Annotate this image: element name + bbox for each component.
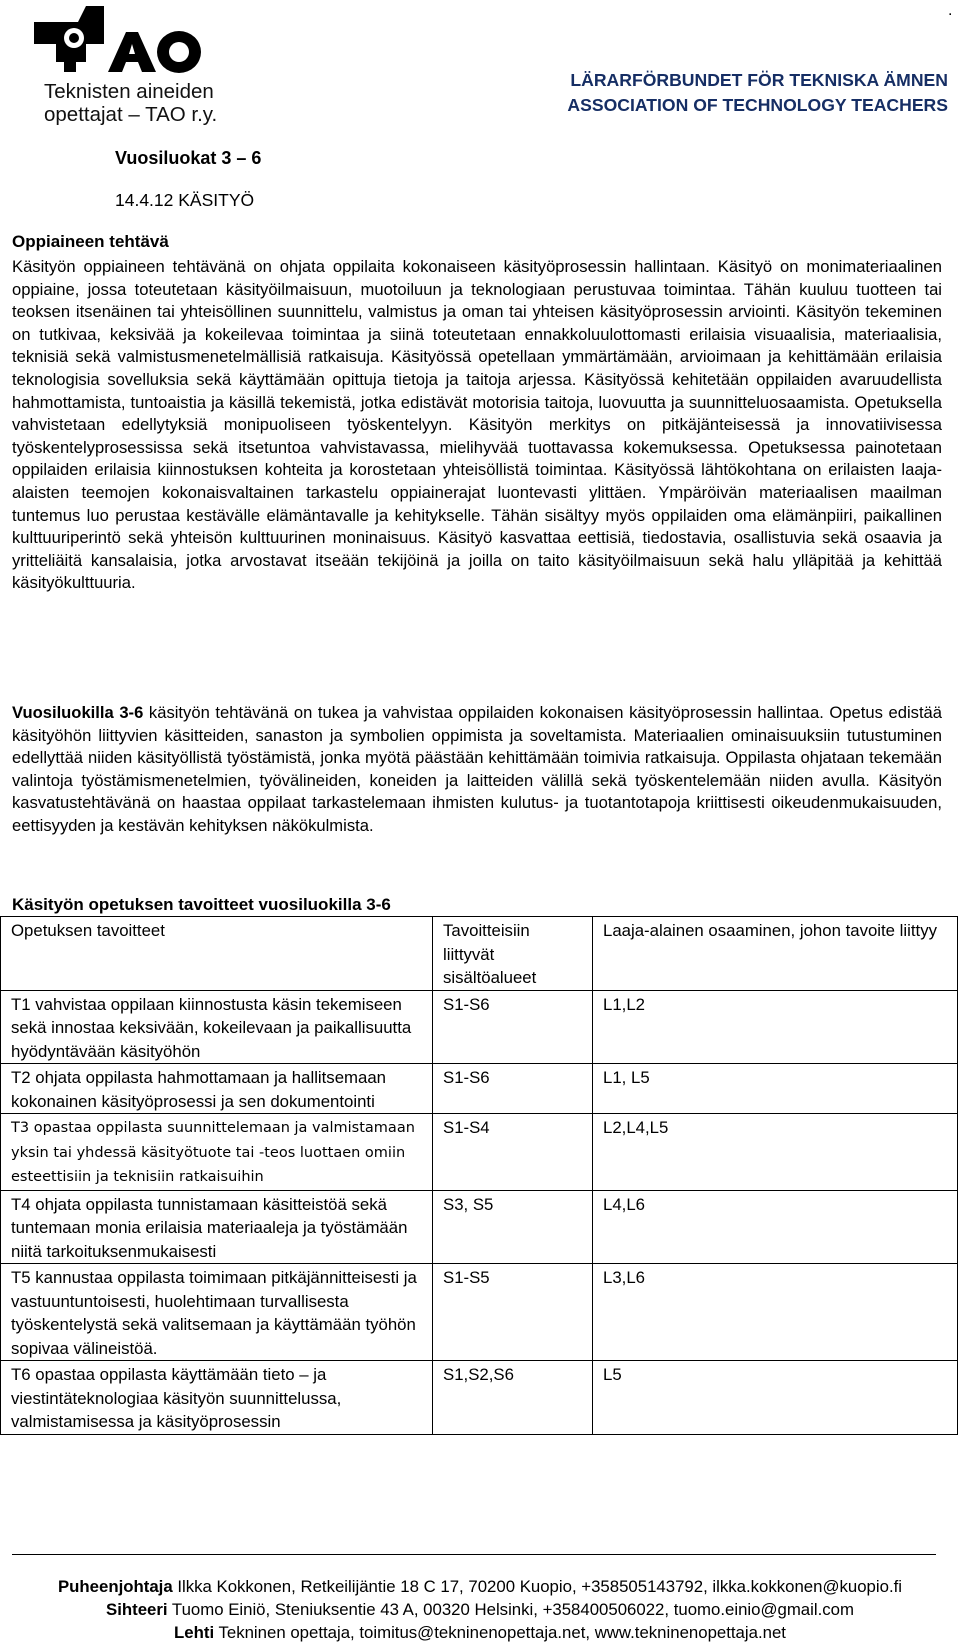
content-cell: S3, S5 [433,1190,593,1264]
goal-cell: T4 ohjata oppilasta tunnistamaan käsitteistöä sekä tuntemaan monia erilaisia materiaaleja ja työstämään niitä tarkoituksenmukaisesti [1,1190,433,1264]
logo-subtitle-line2: opettajat – TAO r.y. [44,103,218,126]
grade-range: Vuosiluokat 3 – 6 [115,148,262,168]
table-row [1,1190,958,1264]
goal-cell: T3 opastaa oppilasta suunnittelemaan ja valmistamaan yksin tai yhdessä käsityötuote tai -teos luottaen omiin esteettisiin ja teknisiin ratkaisuihin [1,1114,433,1191]
logo-subtitle [44,80,244,126]
footer-magazine-label: Lehti [174,1623,215,1642]
table-row [1,1361,958,1435]
header-content-areas: Tavoitteisiin liittyvät sisältöalueet [433,917,593,991]
footer-secretary-text: Tuomo Einiö, Steniuksentie 43 A, 00320 Helsinki, +358400506022, tuomo.einio@gmail.com [167,1600,854,1619]
section-title: 14.4.12 KÄSITYÖ [115,190,255,210]
table-row [1,990,958,1064]
goal-cell: T6 opastaa oppilasta käyttämään tieto – ja viestintäteknologiaa käsityön suunnittelussa, valmistamisessa ja käsityöprosessin [1,1361,433,1435]
org-name-english: ASSOCIATION OF TECHNOLOGY TEACHERS [567,95,948,115]
footer-magazine-text: Tekninen opettaja, toimitus@tekninenopettaja.net, www.tekninenopettaja.net [214,1623,786,1642]
logo-subtitle-line1: Teknisten aineiden [44,80,214,103]
table-row [1,1264,958,1361]
content-cell: S1-S6 [433,1064,593,1114]
footer-secretary [0,1600,960,1620]
competence-cell: L3,L6 [593,1264,958,1361]
tao-logo [34,4,224,126]
grades-paragraph [12,702,942,838]
tao-logo-graphic [34,4,204,80]
competence-cell: L5 [593,1361,958,1435]
header-goals: Opetuksen tavoitteet [1,917,433,991]
subject-task-paragraph: Käsityön oppiaineen tehtävänä on ohjata oppilaita kokonaiseen käsityöprosessin hallintaan. Käsityö on monimateriaalinen oppiaine, jossa toteutetaan käsityöilmaisuun, muotoiluun ja teknologiaan perustuvaa toimintaa. Tähän kuuluu tuotteen tai teoksen itsenäinen tai yhteisöllinen suunnittelu, valmistus ja oman tai yhteisen käsityöprosessin arviointi. Käsityön tekeminen on tutkivaa, keksivää ja kokeilevaa toimintaa ja siinä toteutetaan ennakkoluulottomasti erilaisia visuaalisia, materiaalisia, teknisiä sekä valmistusmenetelmällisiä ratkaisuja. Käsityössä opetellaan ymmärtämään, arvioimaan ja kehittämään erilaisia teknologisia sovelluksia sekä käyttämään opittuja tietoja ja taitoja arjessa. Käsityössä kehitetään oppilaiden avaruudellista hahmottamista, tuntoaistia ja käsillä tekemistä, jotka edistävät motorisia taitoja, luovuutta ja suunnitteluosaamista. Opetuksella vahvistetaan edellytyksiä monipuoliseen työskentelyyn. Käsityön merkitys on pitkäjänteisessä ja innovatiivisessa työskentelyprosessissa sekä itsetuntoa vahvistavassa, mielihyvää tuottavassa kokemuksessa. Opetuksessa painotetaan oppilaiden erilaisia kiinnostuksen kohteita ja korostetaan yhteisöllistä toimintaa. Käsityössä lähtökohtana on erilaisten laaja-alaisten teemojen kokonaisvaltainen tarkastelu oppiainerajat luontevasti ylittäen. Ympäröivän materiaalisen maailman tuntemus luo perustaa kestävälle elämäntavalle ja kehitykselle. Tähän sisältyy myös oppilaiden oma elämänpiiri, paikallinen kulttuuriperintö sekä yhteisön kulttuurinen moninaisuus. Käsityö kasvattaa eettisiä, tiedostavia, osallistuvia sekä osaavia ja yritteliäitä kansalaisia, jotka arvostavat itseään tekijöinä ja joilla on taito käsityöilmaisuun sekä halu ylläpitää ja kehittää käsityökulttuuria. [12,257,942,593]
table-header-row [1,917,958,991]
header-competence: Laaja-alainen osaaminen, johon tavoite liittyy [593,917,958,991]
footer-chair [0,1577,960,1597]
org-name-swedish: LÄRARFÖRBUNDET FÖR TEKNISKA ÄMNEN [570,70,948,90]
goals-table-title: Käsityön opetuksen tavoitteet vuosiluokilla 3-6 [12,895,391,914]
grades-paragraph-body: käsityön tehtävänä on tukea ja vahvistaa oppilaiden kokonaisen käsityöprosessin hallintaa. Opetus edistää käsityöhön liittyvien käsitteiden, sanaston ja symbolien oppimista ja soveltamista. Materiaalien ominaisuuksiin tutustuminen edellyttää niiden käsityöllistä työstämistä, jonka myötä päästään kehittämään toimivia ratkaisuja. Oppilasta ohjataan tekemään valintoja työstämismenetelmien, työvälineiden, koneiden ja laitteiden välillä sekä työskentelemään niiden avulla. Käsityön kasvatustehtävänä on haastaa oppilaat tarkastelemaan ihmisten kulutus- ja tuotantotapoja kriittisesti oikeudenmukaisuuden, eettisyyden ja kestävän kehityksen näkökulmista. [12,703,943,835]
goal-cell: T1 vahvistaa oppilaan kiinnostusta käsin tekemiseen sekä innostaa keksivään, kokeilevaan ja paikallisuutta hyödyntävään käsityöhön [1,990,433,1064]
goals-table [0,916,958,1435]
grades-paragraph-lead: Vuosiluokilla 3-6 [12,703,144,722]
content-cell: S1-S5 [433,1264,593,1361]
competence-cell: L1, L5 [593,1064,958,1114]
competence-cell: L2,L4,L5 [593,1114,958,1191]
content-cell: S1-S6 [433,990,593,1064]
subject-task-heading: Oppiaineen tehtävä [12,232,169,251]
footer-divider [12,1554,936,1555]
footer-chair-text: Ilkka Kokkonen, Retkeilijäntie 18 C 17, 70200 Kuopio, +358505143792, ilkka.kokkonen@kuopio.fi [172,1577,903,1596]
content-cell: S1-S4 [433,1114,593,1191]
goal-cell: T2 ohjata oppilasta hahmottamaan ja hallitsemaan kokonainen käsityöprosessi ja sen dokumentointi [1,1064,433,1114]
goal-cell: T5 kannustaa oppilasta toimimaan pitkäjännitteisesti ja vastuuntuntoisesti, huolehtimaan turvallisesta työskentelystä sekä valitsemaan ja käyttämään työhön sopivaa välineistöä. [1,1264,433,1361]
footer-secretary-label: Sihteeri [106,1600,168,1619]
competence-cell: L1,L2 [593,990,958,1064]
footer-chair-label: Puheenjohtaja [57,1577,173,1596]
organization-names [567,68,948,118]
footer-magazine [0,1623,960,1643]
table-row [1,1064,958,1114]
corner-mark: . [948,2,953,19]
table-row [1,1114,958,1191]
content-cell: S1,S2,S6 [433,1361,593,1435]
competence-cell: L4,L6 [593,1190,958,1264]
